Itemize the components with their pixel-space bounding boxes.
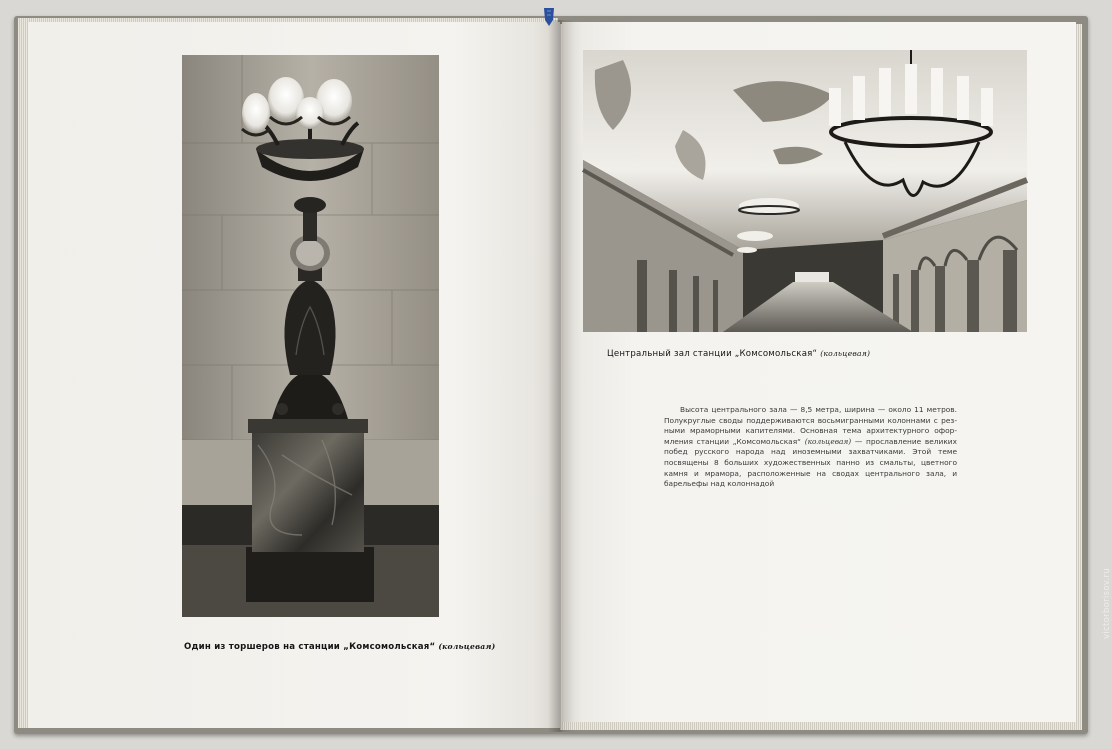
floor-lamp-caption xyxy=(184,642,495,652)
paragraph-line: Высота центрального зала — 8,5 метра, ширина — около 11 метров. xyxy=(680,405,957,414)
floor-lamp-photo xyxy=(182,55,439,617)
paragraph-line-note: (кольцевая) xyxy=(804,436,852,446)
paragraph-line-part: мления станции „Комсомольская“ xyxy=(664,436,801,446)
central-hall-photo xyxy=(583,50,1027,332)
paragraph-line: ными мраморными капителями. Основная тема архитектурного офор- xyxy=(664,426,957,436)
central-hall-caption-note: (кольцевая) xyxy=(820,349,871,358)
watermark: victorborisov.ru xyxy=(1102,568,1112,639)
paragraph-line-part: — прославление великих xyxy=(854,436,957,446)
central-hall-caption xyxy=(607,349,870,359)
central-hall-caption-main: Центральный зал станции „Комсомольская“ xyxy=(607,349,818,359)
description-paragraph xyxy=(664,405,957,490)
bookmark-ribbon-icon xyxy=(541,8,557,26)
paragraph-line xyxy=(664,437,957,448)
paragraph-line: Полукруглые своды поддерживаются восьмигранными колоннами с рез- xyxy=(664,415,957,425)
paragraph-line: посвящены 8 больших художественных панно из смальты, цветного xyxy=(664,457,957,467)
floor-lamp-caption-main: Один из торшеров на станции „Комсомольская“ xyxy=(184,642,436,652)
paragraph-line: барельефы над колоннадой xyxy=(664,479,775,489)
paragraph-line: побед русского народа над иноземными захватчиками. Этой теме xyxy=(664,447,957,457)
paragraph-line: камня и мрамора, расположенные на сводах центрального зала, и xyxy=(664,468,957,478)
floor-lamp-caption-note: (кольцевая) xyxy=(438,642,496,651)
